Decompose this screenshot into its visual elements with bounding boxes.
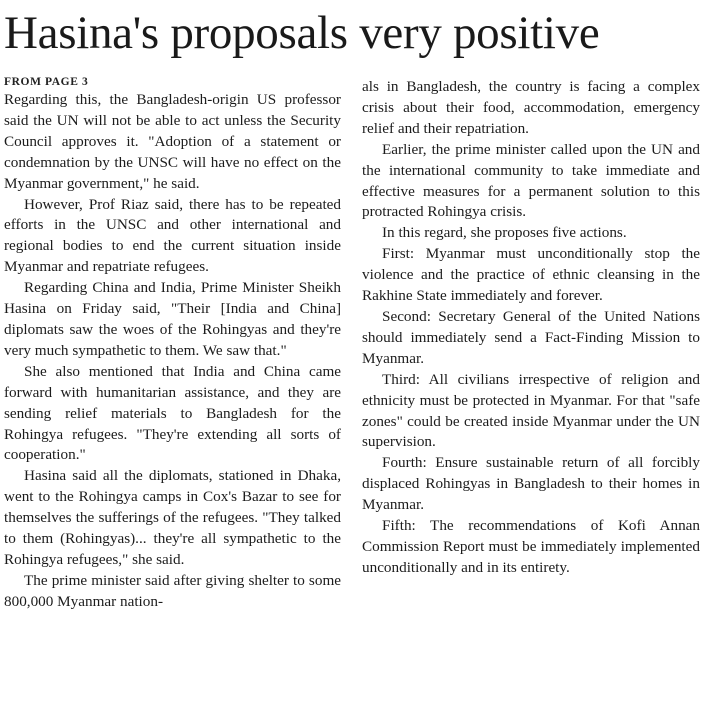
article-column-left — [4, 74, 341, 613]
paragraph: Regarding China and India, Prime Minister Sheikh Hasina on Friday said, "Their [India and China] diplomats saw the woes of the Rohingyas and they're very much sympathetic to them. We saw that." — [4, 279, 341, 359]
paragraph: She also mentioned that India and China came forward with humanitarian assistance, and they are sending relief materials to Bangladesh for the Rohingya refugees. "They're extending all sorts of cooperation." — [4, 362, 341, 464]
paragraph: Regarding this, the Bangladesh-origin US professor said the UN will not be able to act unless the Security Council approves it. "Adoption of a statement or condemnation by the UNSC will have no effect on the Myanmar government," he said. — [4, 91, 341, 192]
paragraph: Fourth: Ensure sustainable return of all forcibly displaced Rohingyas in Bangladesh to their homes in Myanmar. — [362, 454, 700, 514]
paragraph: Earlier, the prime minister called upon the UN and the international community to take immediate and effective measures for a permanent solution to this protracted Rohingya crisis. — [362, 140, 700, 221]
paragraph: However, Prof Riaz said, there has to be repeated efforts in the UNSC and other international and regional bodies to end the current situation inside Myanmar and repatriate refugees. — [4, 195, 341, 276]
article-column-right — [362, 77, 700, 579]
headline: Hasina's proposals very positive — [4, 7, 600, 59]
paragraph: Hasina said all the diplomats, stationed in Dhaka, went to the Rohingya camps in Cox's Bazar to see for themselves the sufferings of the refugees. "They talked to them (Rohingyas)... they're all sympathetic to the Rohingya refugees," she said. — [4, 467, 341, 568]
paragraph: Third: All civilians irrespective of religion and ethnicity must be protected in Myanmar. For that "safe zones" could be created inside Myanmar under the UN supervision. — [362, 370, 700, 451]
paragraph: In this regard, she proposes five actions. — [382, 224, 627, 242]
paragraph: The prime minister said after giving shelter to some 800,000 Myanmar nation- — [4, 571, 341, 610]
paragraph: First: Myanmar must unconditionally stop the violence and the practice of ethnic cleansing in the Rakhine State immediately and forever. — [362, 245, 700, 305]
paragraph: Second: Secretary General of the United Nations should immediately send a Fact-Finding Mission to Myanmar. — [362, 307, 700, 367]
paragraph: Fifth: The recommendations of Kofi Annan Commission Report must be immediately implemented unconditionally and in its entirety. — [362, 517, 700, 576]
paragraph: als in Bangladesh, the country is facing a complex crisis about their food, accommodation, emergency relief and their repatriation. — [362, 78, 700, 137]
from-page-label: FROM PAGE 3 — [4, 76, 89, 88]
